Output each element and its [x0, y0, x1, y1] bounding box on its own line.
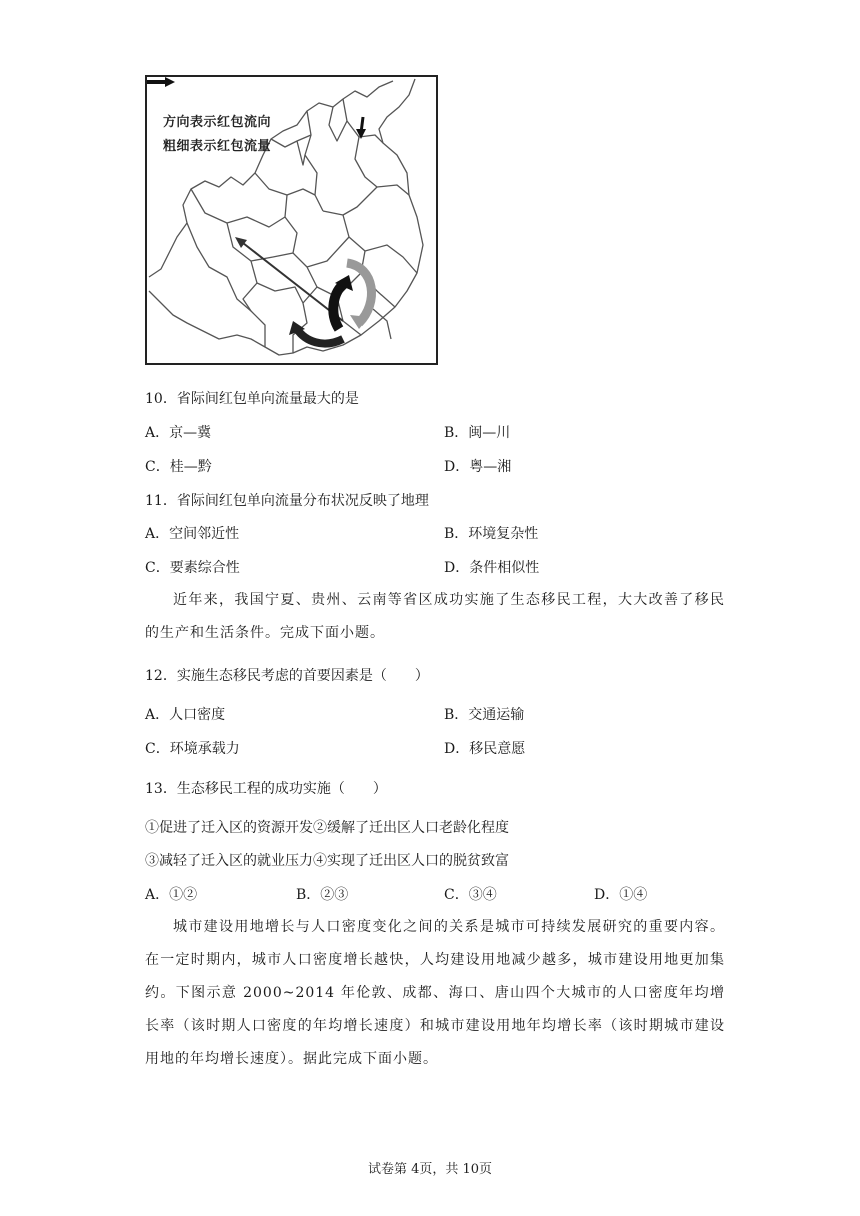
question-10-stem: 10．省际间红包单向流量最大的是: [145, 391, 359, 407]
question-13-statement-line-2: ③减轻了迁入区的就业压力④实现了迁出区人口的脱贫致富: [145, 853, 509, 869]
legend-thickness-label: 粗细表示红包流量: [163, 139, 272, 154]
question-12-option-a: A．人口密度: [145, 707, 226, 723]
red-packet-flow-map: [145, 75, 438, 365]
question-13-option-c: C．③④: [444, 887, 497, 903]
question-11-stem: 11．省际间红包单向流量分布状况反映了地理: [145, 493, 429, 509]
question-12-option-d: D．移民意愿: [444, 741, 526, 757]
question-13-statement-line-1: ①促进了迁入区的资源开发②缓解了迁出区人口老龄化程度: [145, 820, 509, 836]
question-11-option-c: C．要素综合性: [145, 560, 240, 576]
intro-paragraph-ecological-migration: 近年来，我国宁夏、贵州、云南等省区成功实施了生态移民工程，大大改善了移民的生产和生活条件。完成下面小题。: [145, 592, 725, 641]
question-13-option-b: B．②③: [296, 887, 349, 903]
question-10-option-c: C．桂—黔: [145, 459, 212, 475]
question-13-option-d: D．①④: [594, 887, 648, 903]
legend-arrow-icon: [147, 77, 175, 87]
page-footer: 试卷第 4页，共 10页: [367, 1162, 493, 1177]
question-13-stem: 13．生态移民工程的成功实施（ ）: [145, 781, 387, 797]
question-11-option-a: A．空间邻近性: [145, 526, 240, 542]
question-12-option-b: B．交通运输: [444, 707, 525, 723]
question-10-option-b: B．闽—川: [444, 425, 511, 441]
question-11-option-b: B．环境复杂性: [444, 526, 539, 542]
question-12-option-c: C．环境承载力: [145, 741, 240, 757]
question-10-option-a: A．京—冀: [145, 425, 212, 441]
question-13-option-a: A．①②: [145, 887, 198, 903]
question-10-option-d: D．粤—湘: [444, 459, 512, 475]
legend-direction-label: 方向表示红包流向: [163, 115, 272, 130]
question-11-option-d: D．条件相似性: [444, 560, 540, 576]
question-12-stem: 12．实施生态移民考虑的首要因素是（ ）: [145, 668, 429, 684]
intro-paragraph-urban-land-density: 城市建设用地增长与人口密度变化之间的关系是城市可持续发展研究的重要内容。在一定时期内，城市人口密度增长越快，人均建设用地减少越多，城市建设用地更加集约。下图示意 2000~2014 年伦敦、成都、海口、唐山四个大城市的人口密度年均增长率（该时期人口密度的年均增长速度）和城市建设用地年均增长率（该时期城市建设用地的年均增长速度）。据此完成下面小题。: [145, 919, 725, 1067]
